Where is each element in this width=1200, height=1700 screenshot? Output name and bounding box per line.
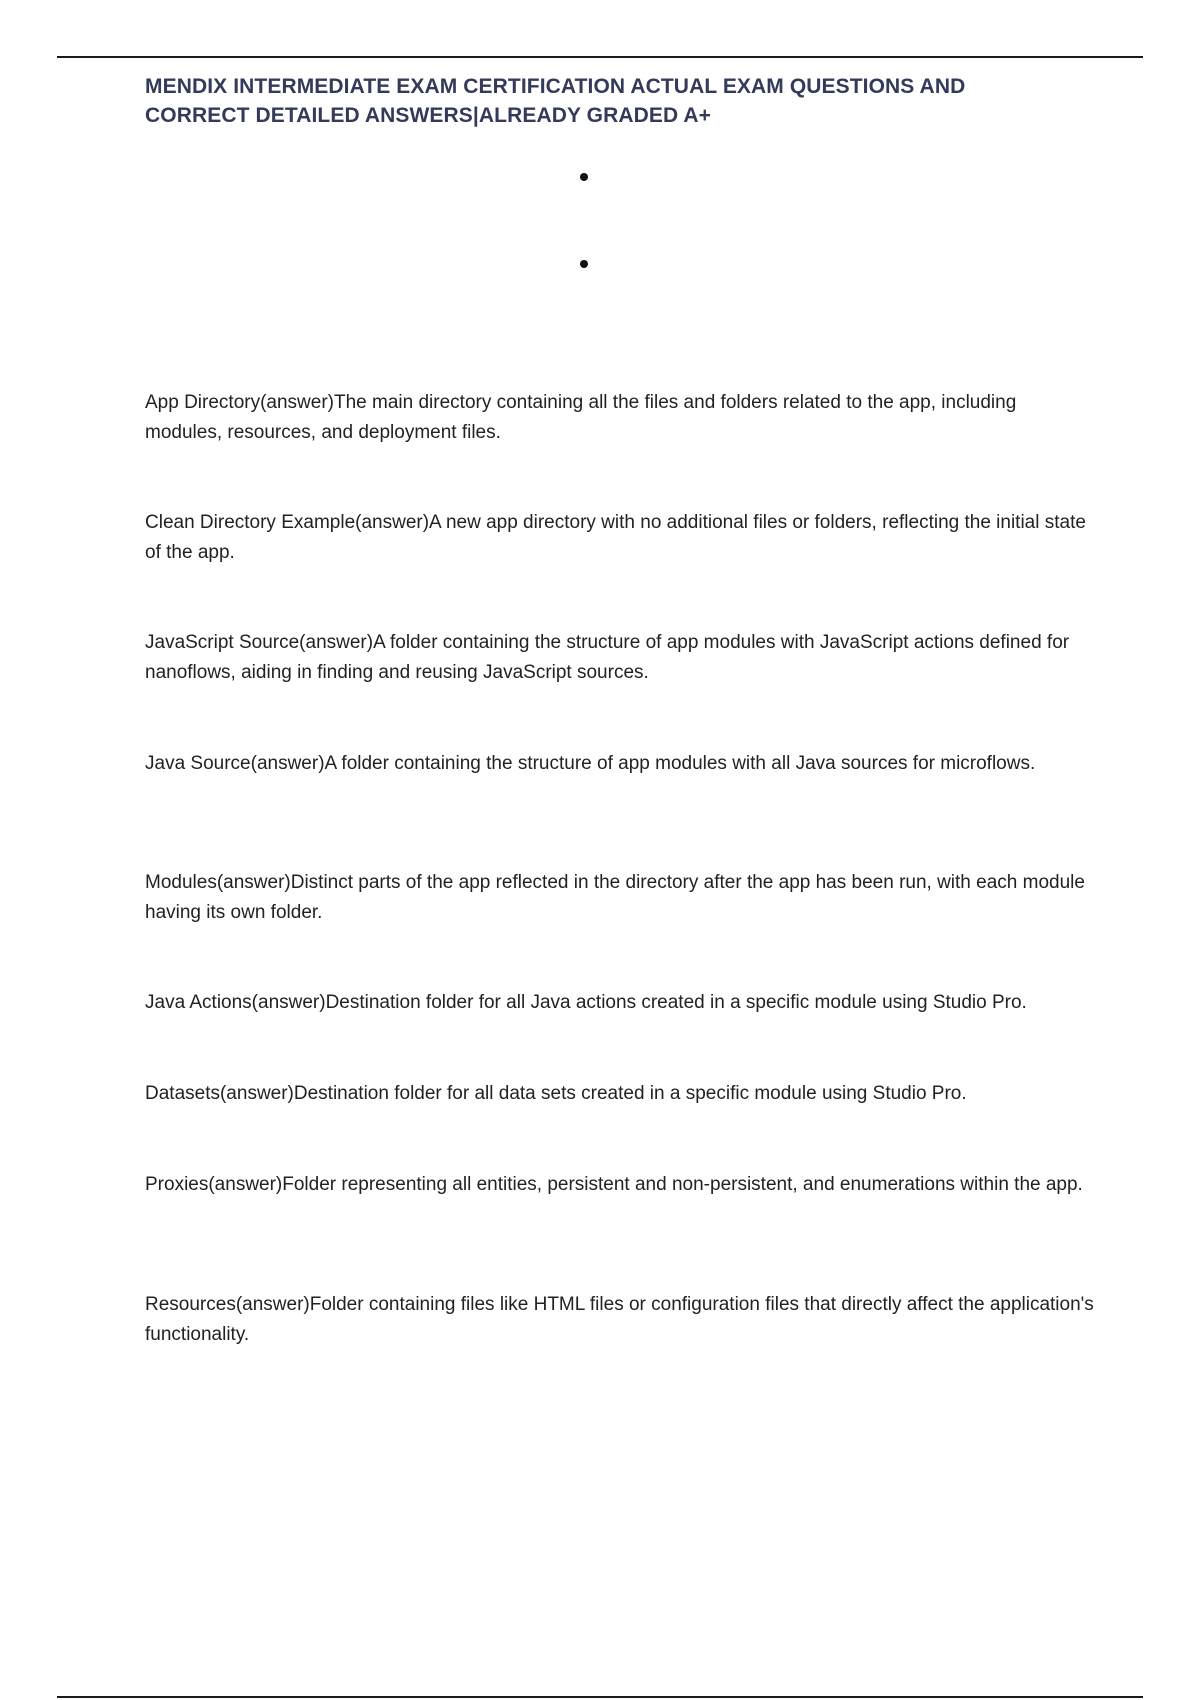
bullet-point	[580, 260, 588, 268]
footer-rule	[57, 1696, 1143, 1698]
qa-item-resources: Resources(answer)Folder containing files like HTML files or configuration files that directly affect the application's functionality.	[145, 1294, 1094, 1345]
qa-item-clean-directory-example: Clean Directory Example(answer)A new app directory with no additional files or folders, reflecting the initial state of the app.	[145, 512, 1086, 563]
qa-item-modules: Modules(answer)Distinct parts of the app reflected in the directory after the app has been run, with each module having its own folder.	[145, 872, 1085, 923]
header-rule	[57, 56, 1143, 58]
qa-item-proxies: Proxies(answer)Folder representing all entities, persistent and non-persistent, and enumerations within the app.	[145, 1174, 1083, 1195]
qa-item-java-actions: Java Actions(answer)Destination folder for all Java actions created in a specific module using Studio Pro.	[145, 992, 1027, 1013]
qa-item-app-directory: App Directory(answer)The main directory containing all the files and folders related to the app, including modules, resources, and deployment files.	[145, 392, 1017, 443]
qa-item-datasets: Datasets(answer)Destination folder for all data sets created in a specific module using Studio Pro.	[145, 1083, 967, 1104]
bullet-point	[580, 173, 588, 181]
qa-item-javascript-source: JavaScript Source(answer)A folder containing the structure of app modules with JavaScript actions defined for nanoflows, aiding in finding and reusing JavaScript sources.	[145, 632, 1070, 683]
document-title: MENDIX INTERMEDIATE EXAM CERTIFICATION ACTUAL EXAM QUESTIONS AND CORRECT DETAILED ANSWERS|ALREADY GRADED A+	[145, 75, 966, 127]
qa-item-java-source: Java Source(answer)A folder containing the structure of app modules with all Java sources for microflows.	[145, 753, 1036, 774]
